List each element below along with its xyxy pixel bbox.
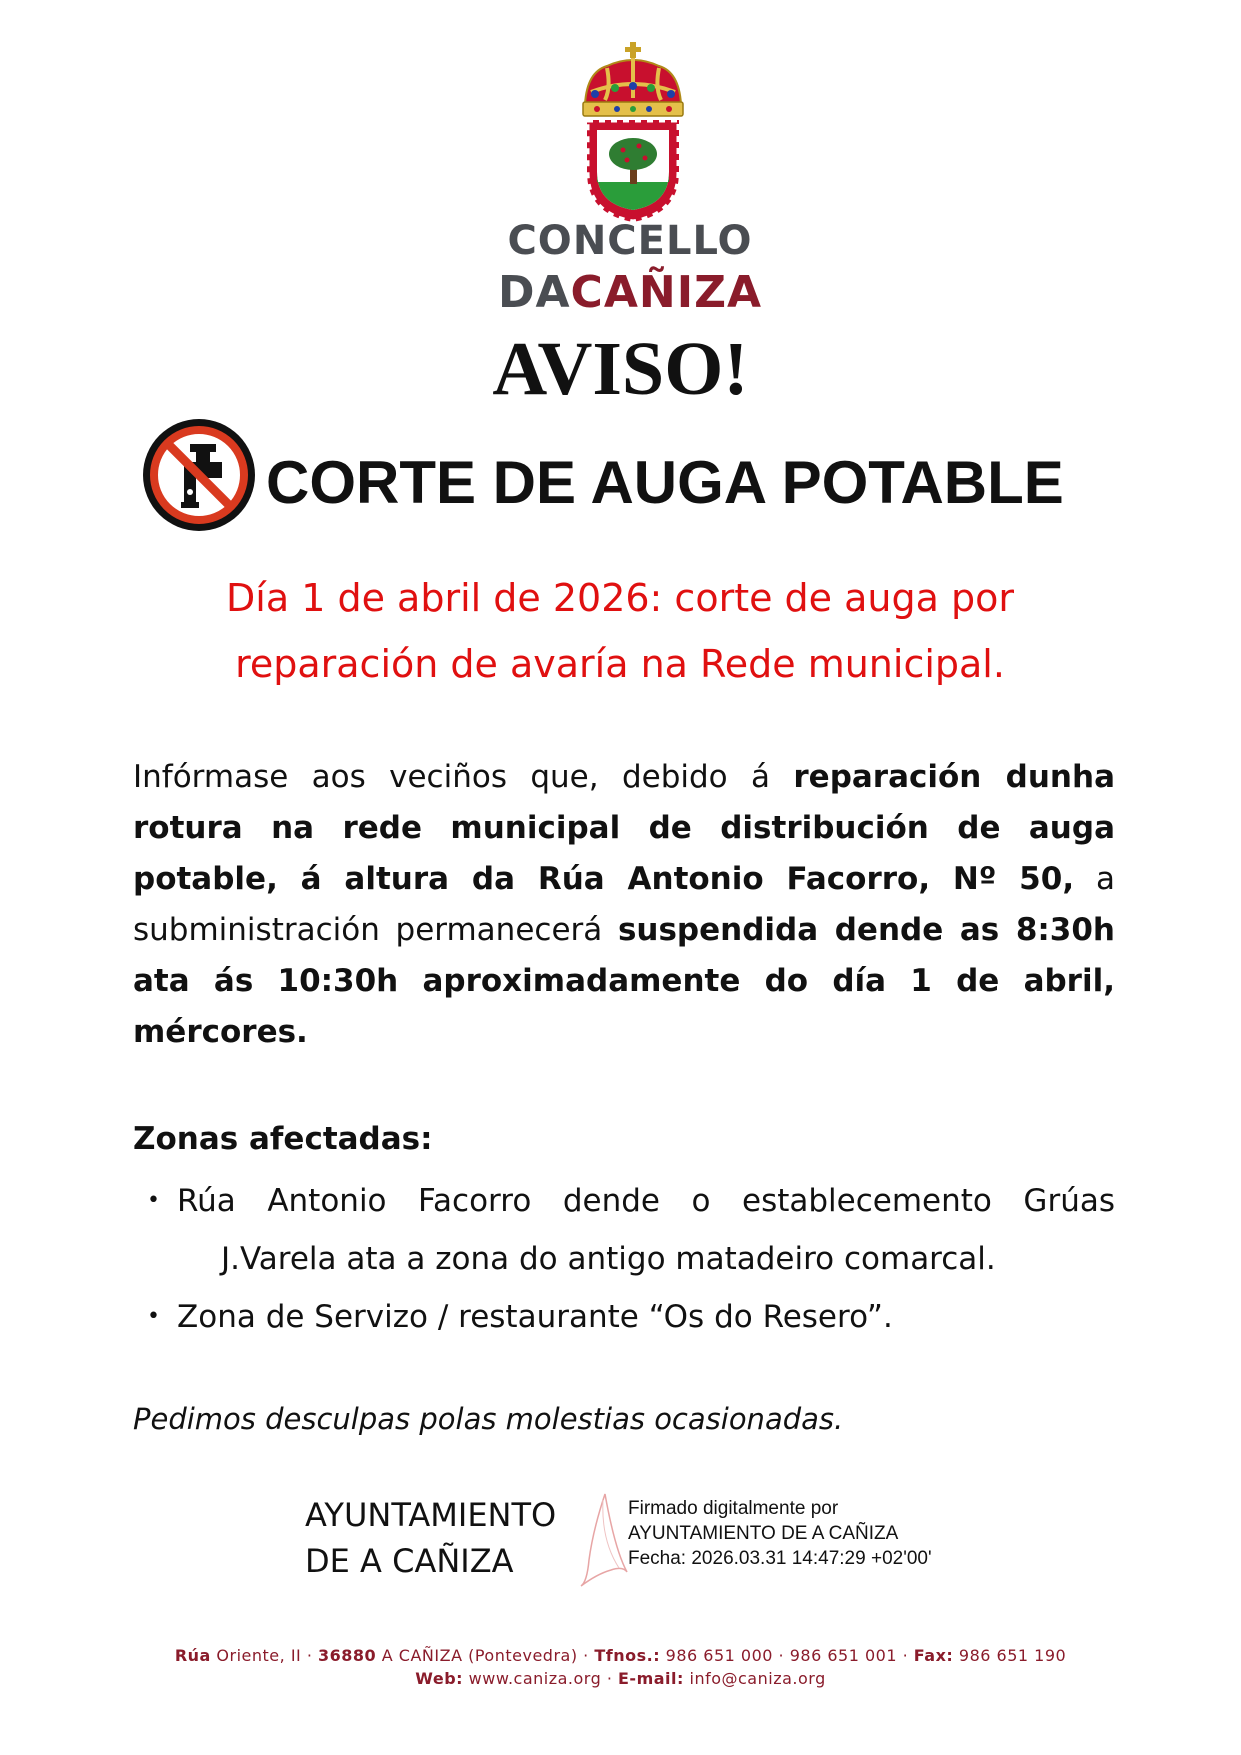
- footer-web-line: [0, 1669, 1241, 1688]
- footer-address-line: [0, 1646, 1241, 1665]
- footer-tel-label: Tfnos.:: [594, 1646, 661, 1665]
- body-bold-1: reparación dunha rotura na rede municipal de distribución de auga potable, á altura da Rúa Antonio Facorro, Nº 50,: [133, 759, 1115, 897]
- signatory-name: [305, 1492, 605, 1584]
- logo-caniza: CAÑIZA: [570, 267, 763, 318]
- signature-info-line-1: Firmado digitalmente por: [628, 1498, 839, 1519]
- coat-of-arms-icon: [577, 42, 689, 222]
- list-item-line-1: Rúa Antonio Facorro dende o establecemento Grúas: [177, 1183, 1115, 1219]
- subheading: [120, 565, 1120, 697]
- body-text-1: Infórmase aos veciños que, debido á: [133, 759, 794, 795]
- signature-info-line-2: AYUNTAMIENTO DE A CAÑIZA: [628, 1523, 899, 1544]
- page-title: AVISO!: [492, 327, 749, 411]
- logo-concello-text: CONCELLO: [507, 218, 753, 264]
- body-text-2: a subministración permanecerá: [133, 861, 1115, 948]
- bullet-icon: •: [147, 1188, 160, 1213]
- no-water-tap-icon: [140, 416, 258, 534]
- footer-city: A CAÑIZA (Pontevedra) ·: [376, 1646, 595, 1665]
- footer-tels: 986 651 000 · 986 651 001 ·: [660, 1646, 914, 1665]
- list-item: [133, 1172, 1115, 1288]
- body-bold-2: suspendida dende as 8:30h ata ás 10:30h aproximadamente do día 1 de abril, mércores.: [133, 912, 1116, 1050]
- list-item-text: Zona de Servizo / restaurante “Os do Resero”.: [177, 1299, 893, 1335]
- footer-email-link[interactable]: info@caniza.org: [683, 1669, 826, 1688]
- footer-email-label: E-mail:: [618, 1669, 684, 1688]
- footer-address: Oriente, II ·: [210, 1646, 319, 1665]
- logo-da-caniza-text: [420, 267, 840, 318]
- list-item-line-2: J.Varela ata a zona do antigo matadeiro comarcal.: [221, 1241, 996, 1277]
- affected-zones-list: [133, 1172, 1115, 1346]
- list-item: [133, 1288, 1115, 1346]
- apology-text: Pedimos desculpas polas molestias ocasionadas.: [133, 1402, 844, 1436]
- footer-web-label: Web:: [415, 1669, 464, 1688]
- subheading-line-1: Día 1 de abril de 2026: corte de auga por: [226, 576, 1014, 620]
- logo-da: DA: [497, 267, 571, 318]
- bullet-icon: •: [147, 1304, 160, 1329]
- signatory-line-2: DE A CAÑIZA: [305, 1542, 514, 1580]
- footer-web-link[interactable]: www.caniza.org ·: [463, 1669, 618, 1688]
- footer-postal: 36880: [318, 1646, 377, 1665]
- signature-info-line-3: Fecha: 2026.03.31 14:47:29 +02'00': [628, 1548, 932, 1569]
- digital-signature-info: [628, 1496, 932, 1571]
- footer-fax-label: Fax:: [913, 1646, 954, 1665]
- digital-signature-icon: [575, 1490, 631, 1590]
- notice-body: [133, 752, 1115, 1058]
- headline-text: CORTE DE AUGA POTABLE: [266, 449, 1064, 516]
- signatory-line-1: AYUNTAMIENTO: [305, 1496, 557, 1534]
- affected-zones-title: Zonas afectadas:: [133, 1121, 433, 1157]
- footer-fax: 986 651 190: [953, 1646, 1067, 1665]
- footer-address-label: Rúa: [174, 1646, 211, 1665]
- subheading-line-2: reparación de avaría na Rede municipal.: [235, 642, 1005, 686]
